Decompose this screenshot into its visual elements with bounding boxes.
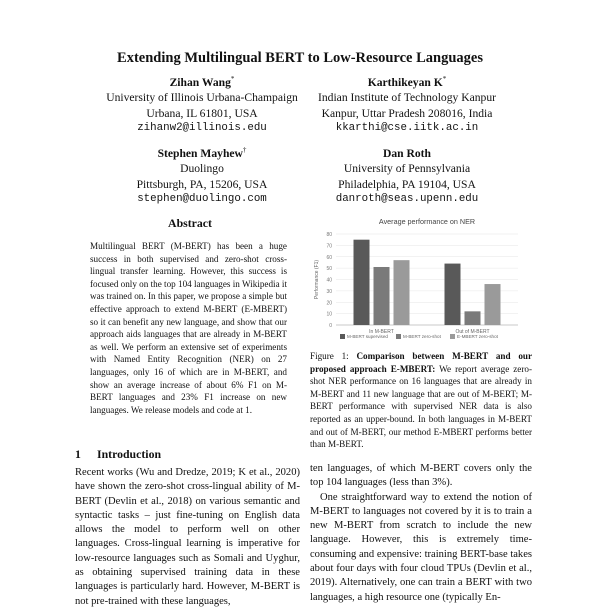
section-title: Introduction — [97, 447, 162, 461]
legend-label: E-MBERT zero-shot — [457, 334, 498, 339]
figure-caption — [310, 350, 532, 451]
author-location: Kanpur, Uttar Pradesh 208016, India — [321, 106, 493, 120]
y-tick-label: 60 — [326, 254, 332, 261]
figure-1-chart — [310, 212, 532, 350]
caption-bold: Comparison between M-BERT and our proposed approach E-MBERT: — [310, 351, 533, 374]
intro-right-column — [310, 462, 532, 605]
author-mark: † — [242, 146, 247, 154]
author-name: Stephen Mayhew — [157, 146, 243, 160]
caption-label: Figure 1: — [310, 351, 349, 361]
legend-label: M-BERT zero-shot — [403, 334, 441, 339]
intro-right-paragraph-2: One straightforward way to extend the notion of M-BERT to languages not covered by it is to train a new M-BERT from scratch to include the new language. However, this is extremely time-consuming and expensive: training BERT-base takes about four days with four cloud TPUs (Devlin et al., 2019). Alternatively, one can train a BERT with two languages, a high resource one (typically En- — [310, 491, 532, 603]
author-name: Karthikeyan K — [367, 75, 443, 89]
author-mark: * — [230, 75, 235, 83]
author-block-2 — [307, 72, 507, 137]
author-affiliation: University of Illinois Urbana-Champaign — [106, 91, 298, 105]
author-email[interactable]: stephen@duolingo.com — [137, 193, 267, 206]
caption-text: We report average zero-shot NER performance on 16 languages that are already in M-BERT and 11 new language that are out of M-BERT; M-BERT performance with supervised NER data is also reported as an upper-bound. In both languages in M-BERT and out of M-BERT, our method E-MBERT performs better than M-BERT. — [310, 363, 533, 450]
y-axis-label: Performance (F1) — [314, 259, 320, 300]
intro-left-column: Recent works (Wu and Dredze, 2019; K et al., 2020) have shown the zero-shot cross-lingual ability of M-BERT (Devlin et al., 2018) on various semantic and syntactic tasks – just fine-tuning on English data allows the model to perform well on other languages. Cross-lingual learning is imperative for low-resource languages such as Somali and Uyghur, as obtaining supervised training data in these languages is particularly hard. However, M-BERT is not pre-trained with these languages, — [75, 467, 300, 607]
x-tick-label: Out of M-BERT — [455, 329, 490, 335]
bar-1-1 — [465, 311, 481, 325]
author-affiliation: Indian Institute of Technology Kanpur — [318, 91, 496, 105]
author-block-4 — [307, 143, 507, 208]
y-tick-label: 30 — [326, 288, 332, 295]
y-tick-label: 50 — [326, 266, 332, 273]
legend-label: M-BERT supervised — [347, 334, 388, 339]
paper-title: Extending Multilingual BERT to Low-Resource Languages — [117, 50, 483, 66]
author-location: Pittsburgh, PA, 15206, USA — [136, 177, 268, 191]
author-email[interactable]: zihanw2@illinois.edu — [137, 122, 267, 135]
chart-title: Average performance on NER — [378, 217, 476, 226]
bar-0-0 — [354, 240, 370, 325]
section-number: 1 — [75, 447, 81, 461]
x-tick-label: In M-BERT — [369, 329, 394, 335]
abstract-heading: Abstract — [168, 216, 212, 230]
author-name: Dan Roth — [383, 146, 431, 160]
y-tick-label: 70 — [326, 243, 332, 250]
author-block-1 — [100, 72, 304, 137]
abstract-text: Multilingual BERT (M-BERT) has been a huge success in both supervised and zero-shot cross-lingual transfer learning. However, this success is focused only on the top 104 languages in Wikipedia it was trained on. In this paper, we propose a simple but effective approach to extend M-BERT (E-MBERT) so it can benefit any new language, and show that our approach aids languages that are already in M-BERT as well. We perform an extensive set of experiments with Named Entity Recognition (NER) on 27 languages, only 16 of which are in M-BERT, and show an average increase of about 6% F1 on M-BERT languages and 23% F1 increase on new languages. We release models and code at 1. — [90, 241, 287, 415]
bar-chart — [310, 212, 532, 350]
y-tick-label: 40 — [326, 277, 332, 284]
intro-right-paragraph-1: ten languages, of which M-BERT covers only the top 104 languages (less than 3%). — [310, 463, 532, 489]
author-name: Zihan Wang — [169, 75, 231, 89]
author-mark: * — [442, 75, 447, 83]
legend-swatch — [396, 334, 401, 339]
author-block-3 — [100, 143, 304, 208]
y-tick-label: 10 — [326, 311, 332, 318]
bar-2-0 — [394, 260, 410, 325]
legend-swatch — [340, 334, 345, 339]
y-tick-label: 20 — [326, 300, 332, 307]
bar-2-1 — [485, 284, 501, 325]
bar-0-1 — [445, 264, 461, 325]
y-tick-label: 80 — [326, 232, 332, 238]
y-tick-label: 0 — [329, 323, 332, 329]
legend-swatch — [450, 334, 455, 339]
bar-1-0 — [374, 267, 390, 325]
author-affiliation: University of Pennsylvania — [343, 162, 471, 176]
author-location: Philadelphia, PA 19104, USA — [338, 177, 476, 191]
author-email[interactable]: danroth@seas.upenn.edu — [335, 193, 479, 206]
author-location: Urbana, IL 61801, USA — [146, 106, 258, 120]
section-heading — [75, 447, 161, 462]
author-email[interactable]: kkarthi@cse.iitk.ac.in — [335, 122, 479, 135]
author-affiliation: Duolingo — [180, 162, 224, 176]
